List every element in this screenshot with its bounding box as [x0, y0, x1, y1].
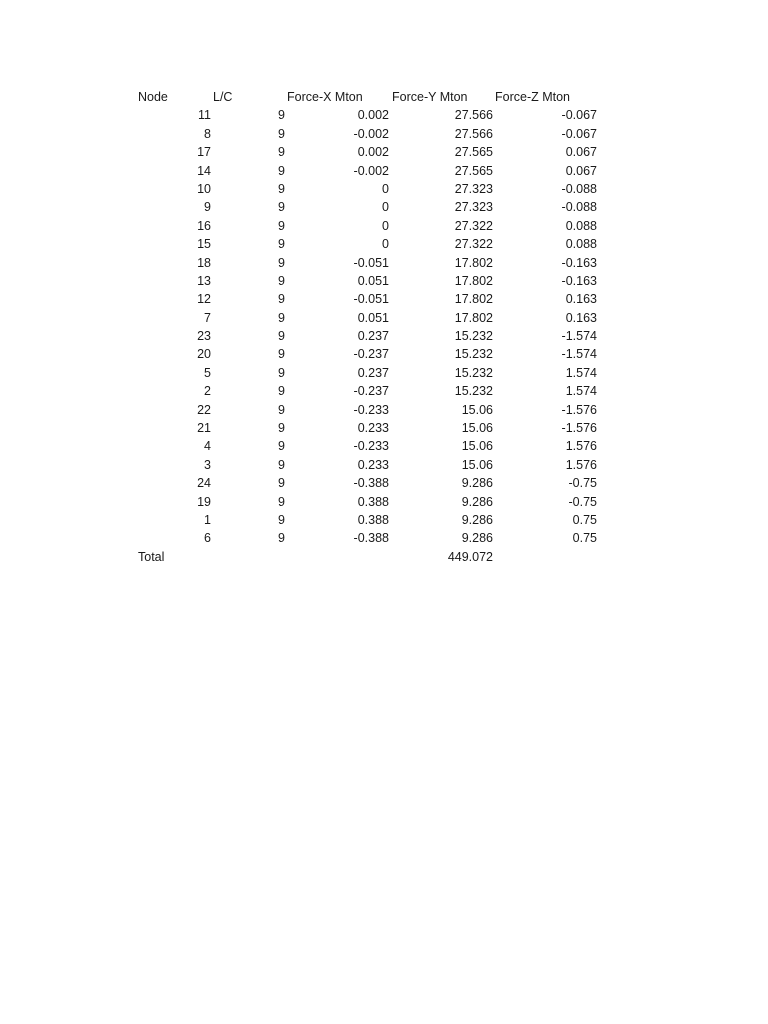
table-total-row: [138, 548, 608, 566]
table-row: [138, 180, 608, 198]
cell-force-x: 0.233: [357, 421, 389, 436]
cell-force-x: -0.233: [353, 439, 389, 454]
cell-force-z: 0.75: [572, 531, 597, 546]
table-row: [138, 529, 608, 547]
cell-lc: 9: [278, 310, 285, 325]
cell-force-y: 15.232: [454, 384, 493, 399]
cell-force-y: 27.322: [454, 237, 493, 252]
table-row: [138, 272, 608, 290]
cell-force-z: 1.576: [565, 439, 597, 454]
table-header-row: [138, 88, 608, 106]
cell-lc: 9: [278, 145, 285, 160]
table-row: [138, 290, 608, 308]
cell-node: 20: [197, 347, 211, 362]
cell-force-z: -0.75: [568, 476, 597, 491]
cell-force-x: -0.237: [353, 347, 389, 362]
cell-force-z: -0.163: [561, 273, 597, 288]
cell-force-z: 0.75: [572, 512, 597, 527]
force-table: [138, 88, 608, 566]
cell-force-x: 0.051: [357, 273, 389, 288]
cell-node: 17: [197, 145, 211, 160]
cell-node: 7: [204, 310, 211, 325]
cell-force-x: 0.051: [357, 310, 389, 325]
cell-node: 21: [197, 421, 211, 436]
cell-force-y: 15.06: [461, 402, 493, 417]
cell-lc: 9: [278, 329, 285, 344]
cell-node: 2: [204, 384, 211, 399]
cell-force-z: -1.574: [561, 329, 597, 344]
cell-force-z: 1.576: [565, 457, 597, 472]
cell-force-z: -0.067: [561, 108, 597, 123]
cell-lc: 9: [278, 421, 285, 436]
cell-force-x: 0: [382, 218, 389, 233]
cell-force-z: 0.163: [565, 292, 597, 307]
table-row: [138, 364, 608, 382]
cell-force-y: 15.06: [461, 439, 493, 454]
cell-force-x: -0.002: [353, 163, 389, 178]
cell-force-x: -0.051: [353, 292, 389, 307]
cell-force-y: 17.802: [454, 255, 493, 270]
cell-node: 22: [197, 402, 211, 417]
cell-force-x: 0.002: [357, 108, 389, 123]
cell-node: 6: [204, 531, 211, 546]
cell-lc: 9: [278, 163, 285, 178]
cell-node: 10: [197, 181, 211, 196]
cell-lc: 9: [278, 402, 285, 417]
cell-node: 16: [197, 218, 211, 233]
table-row: [138, 382, 608, 400]
header-force-y: Force-Y Mton: [392, 90, 468, 104]
cell-force-x: -0.388: [353, 531, 389, 546]
table-row: [138, 401, 608, 419]
cell-force-y: 15.232: [454, 365, 493, 380]
cell-node: 4: [204, 439, 211, 454]
table-row: [138, 254, 608, 272]
cell-node: 12: [197, 292, 211, 307]
table-body: [138, 106, 608, 547]
cell-lc: 9: [278, 476, 285, 491]
cell-force-y: 17.802: [454, 273, 493, 288]
cell-force-x: -0.388: [353, 476, 389, 491]
cell-lc: 9: [278, 108, 285, 123]
cell-force-y: 15.232: [454, 329, 493, 344]
table-row: [138, 493, 608, 511]
cell-force-y: 15.232: [454, 347, 493, 362]
cell-node: 14: [197, 163, 211, 178]
cell-force-x: -0.237: [353, 384, 389, 399]
table-row: [138, 162, 608, 180]
cell-lc: 9: [278, 531, 285, 546]
cell-force-x: -0.051: [353, 255, 389, 270]
cell-lc: 9: [278, 494, 285, 509]
table-row: [138, 106, 608, 124]
cell-force-z: 0.067: [565, 145, 597, 160]
table-row: [138, 419, 608, 437]
cell-node: 24: [197, 476, 211, 491]
cell-lc: 9: [278, 512, 285, 527]
cell-node: 5: [204, 365, 211, 380]
cell-force-x: 0.237: [357, 329, 389, 344]
cell-lc: 9: [278, 273, 285, 288]
cell-force-z: -1.576: [561, 421, 597, 436]
cell-force-y: 27.566: [454, 126, 493, 141]
cell-node: 13: [197, 273, 211, 288]
cell-node: 8: [204, 126, 211, 141]
cell-lc: 9: [278, 181, 285, 196]
cell-lc: 9: [278, 292, 285, 307]
cell-force-z: -0.163: [561, 255, 597, 270]
cell-force-y: 9.286: [461, 494, 493, 509]
cell-force-x: 0.237: [357, 365, 389, 380]
cell-node: 1: [204, 512, 211, 527]
cell-force-y: 27.323: [454, 181, 493, 196]
cell-force-z: -0.088: [561, 200, 597, 215]
cell-node: 19: [197, 494, 211, 509]
table-row: [138, 456, 608, 474]
cell-force-z: -0.75: [568, 494, 597, 509]
cell-lc: 9: [278, 457, 285, 472]
table-row: [138, 143, 608, 161]
cell-lc: 9: [278, 218, 285, 233]
header-force-x: Force-X Mton: [287, 90, 363, 104]
cell-force-y: 17.802: [454, 310, 493, 325]
cell-lc: 9: [278, 200, 285, 215]
cell-force-y: 27.566: [454, 108, 493, 123]
cell-force-z: 0.067: [565, 163, 597, 178]
header-lc: L/C: [213, 90, 233, 104]
cell-lc: 9: [278, 347, 285, 362]
cell-force-x: 0.388: [357, 494, 389, 509]
header-force-z: Force-Z Mton: [495, 90, 571, 104]
cell-lc: 9: [278, 439, 285, 454]
cell-force-y: 15.06: [461, 457, 493, 472]
table-row: [138, 474, 608, 492]
cell-node: 3: [204, 457, 211, 472]
cell-lc: 9: [278, 365, 285, 380]
total-label: Total: [138, 549, 165, 564]
cell-force-z: -1.576: [561, 402, 597, 417]
cell-force-z: -0.088: [561, 181, 597, 196]
cell-force-y: 15.06: [461, 421, 493, 436]
cell-lc: 9: [278, 255, 285, 270]
cell-lc: 9: [278, 237, 285, 252]
header-node: Node: [138, 90, 168, 104]
cell-force-z: 1.574: [565, 384, 597, 399]
cell-force-y: 27.322: [454, 218, 493, 233]
cell-force-y: 27.323: [454, 200, 493, 215]
cell-force-z: 1.574: [565, 365, 597, 380]
cell-node: 18: [197, 255, 211, 270]
table-row: [138, 235, 608, 253]
cell-force-x: 0: [382, 237, 389, 252]
cell-force-x: 0: [382, 200, 389, 215]
total-force-y: 449.072: [447, 549, 493, 564]
cell-force-z: 0.163: [565, 310, 597, 325]
table-row: [138, 309, 608, 327]
cell-node: 23: [197, 329, 211, 344]
cell-node: 9: [204, 200, 211, 215]
table-row: [138, 217, 608, 235]
cell-force-x: 0.233: [357, 457, 389, 472]
cell-lc: 9: [278, 126, 285, 141]
cell-force-x: 0: [382, 181, 389, 196]
cell-force-y: 27.565: [454, 163, 493, 178]
cell-node: 15: [197, 237, 211, 252]
table-row: [138, 125, 608, 143]
table-row: [138, 511, 608, 529]
table-row: [138, 345, 608, 363]
cell-force-x: 0.388: [357, 512, 389, 527]
cell-force-z: 0.088: [565, 237, 597, 252]
cell-force-z: -1.574: [561, 347, 597, 362]
cell-force-y: 17.802: [454, 292, 493, 307]
table-row: [138, 327, 608, 345]
table-row: [138, 437, 608, 455]
table-row: [138, 198, 608, 216]
cell-node: 11: [198, 108, 211, 123]
cell-force-z: 0.088: [565, 218, 597, 233]
cell-force-z: -0.067: [561, 126, 597, 141]
cell-force-x: -0.233: [353, 402, 389, 417]
cell-force-x: 0.002: [357, 145, 389, 160]
cell-lc: 9: [278, 384, 285, 399]
cell-force-y: 9.286: [461, 531, 493, 546]
cell-force-y: 9.286: [461, 476, 493, 491]
cell-force-y: 9.286: [461, 512, 493, 527]
cell-force-x: -0.002: [353, 126, 389, 141]
cell-force-y: 27.565: [454, 145, 493, 160]
